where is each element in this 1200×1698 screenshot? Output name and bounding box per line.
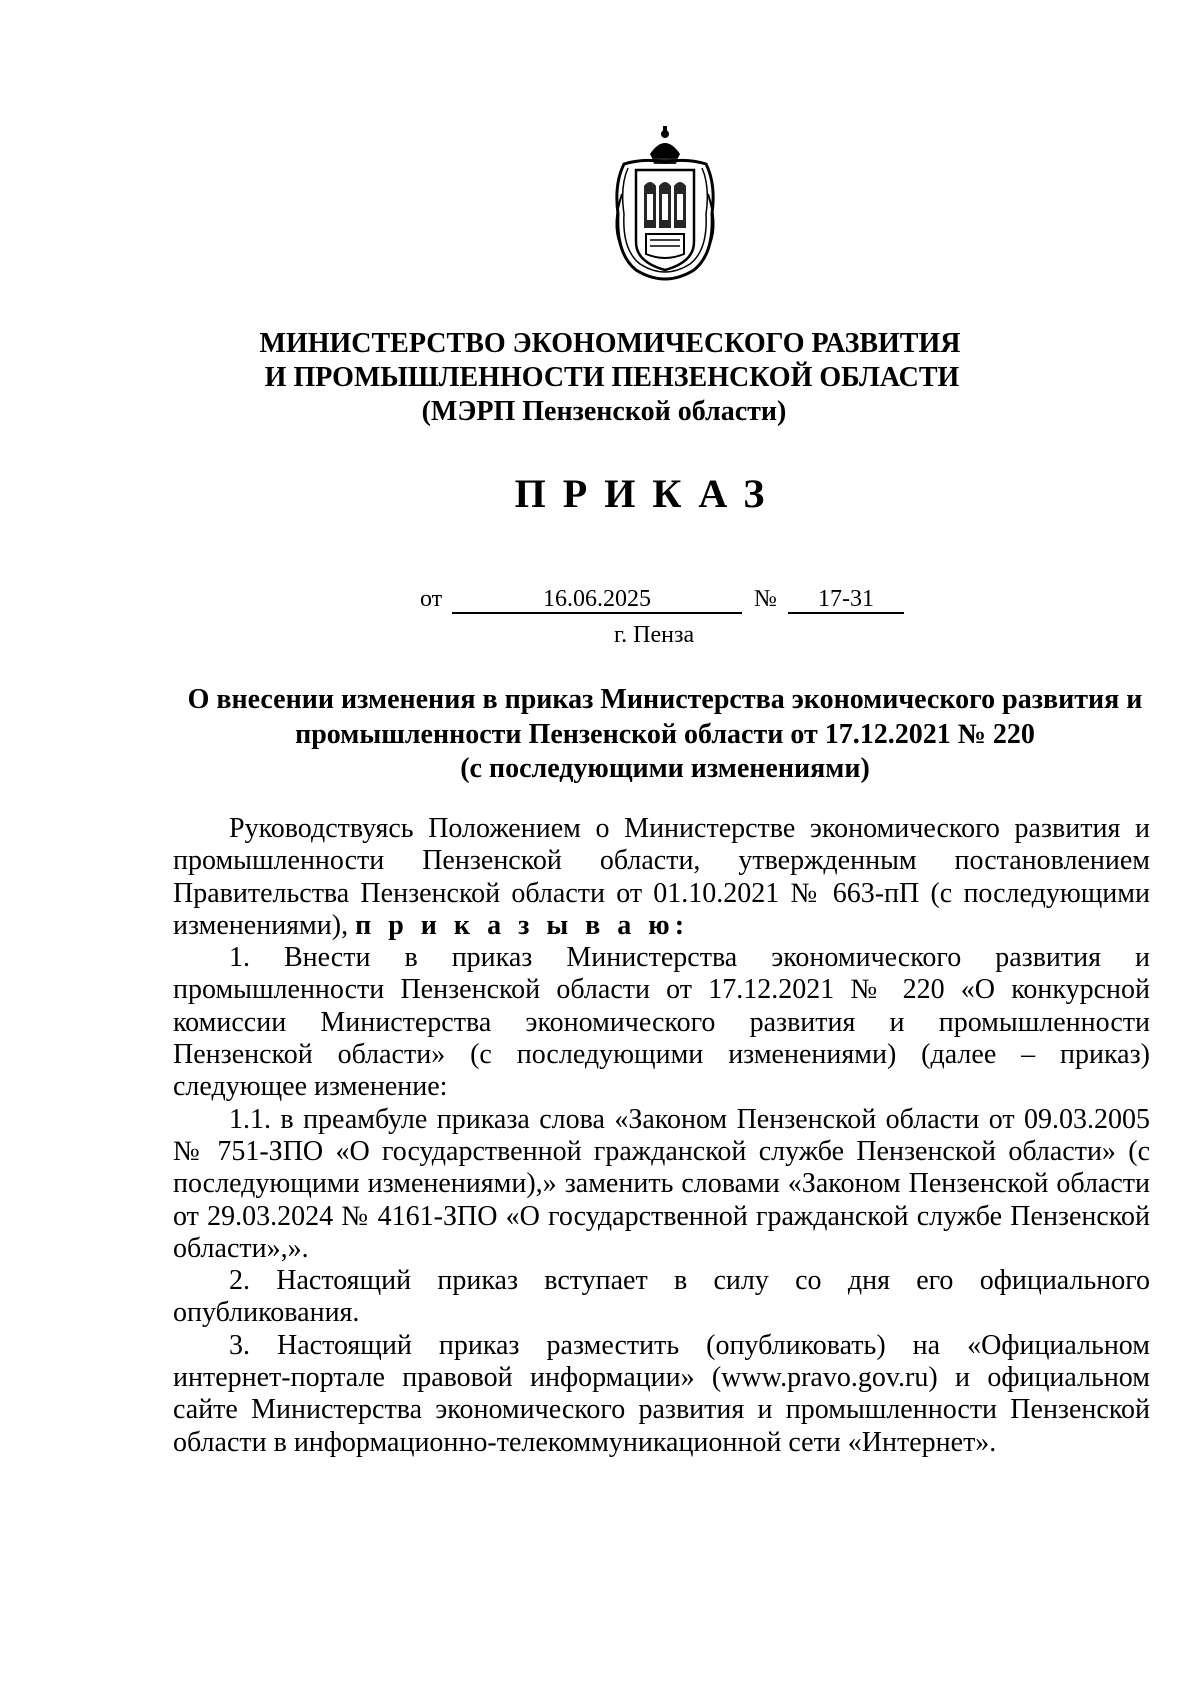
document-type-title: ПРИКАЗ [514,471,782,516]
subject-line1: О внесении изменения в приказ Министерства экономического развития и [187,684,1143,715]
preamble-paragraph [173,813,1150,942]
preamble-text: Руководствуясь Положением о Министерстве экономического развития и промышленности Пензенской области, утвержденным постановлением Правительства Пензенской области от 01.10.2021 № 663-пП (с последующими изменениями), [173,813,1150,941]
number-label: № [754,586,777,612]
subject-line2: промышленности Пензенской области от 17.12.2021 № 220 [295,719,1035,750]
item-3: 3. Настоящий приказ разместить (опубликовать) на «Официальном интернет-портале правовой информации» (www.pravo.gov.ru) и официальном сайте Министерства экономического развития и промышленности Пензенской области в информационно-телекоммуникационной сети «Интернет». [173,1329,1150,1458]
ministry-name-line1: МИНИСТЕРСТВО ЭКОНОМИЧЕСКОГО РАЗВИТИЯ [259,328,961,359]
ministry-name-line2: И ПРОМЫШЛЕННОСТИ ПЕНЗЕНСКОЙ ОБЛАСТИ [264,362,960,393]
item-1: 1. Внести в приказ Министерства экономического развития и промышленности Пензенской области от 17.12.2021 № 220 «О конкурсной комиссии Министерства экономического развития и промышленности Пензенской области» (с последующими изменениями) (далее – приказ) следующее изменение: [173,942,1150,1103]
city-name: г. Пенза [614,622,695,648]
document-body [173,813,1150,1459]
date-label: от [420,586,443,612]
item-2: 2. Настоящий приказ вступает в силу со дня его официального опубликования. [173,1265,1150,1329]
registration-row [420,584,920,614]
coat-of-arms-emblem [606,124,724,288]
item-1-1: 1.1. в преамбуле приказа слова «Законом Пензенской области от 09.03.2005 № 751-ЗПО «О государственной гражданской службе Пензенской области» (с последующими изменениями),» заменить словами «Законом Пензенской области от 29.03.2024 № 4161-ЗПО «О государственной гражданской службе Пензенской области»,». [173,1103,1150,1264]
subject-line3: (с последующими изменениями) [460,753,870,784]
decree-word: п р и к а з ы в а ю: [355,909,690,941]
document-number: 17-31 [788,584,904,614]
document-date: 16.06.2025 [452,584,742,614]
ministry-abbreviation: (МЭРП Пензенской области) [421,396,787,427]
